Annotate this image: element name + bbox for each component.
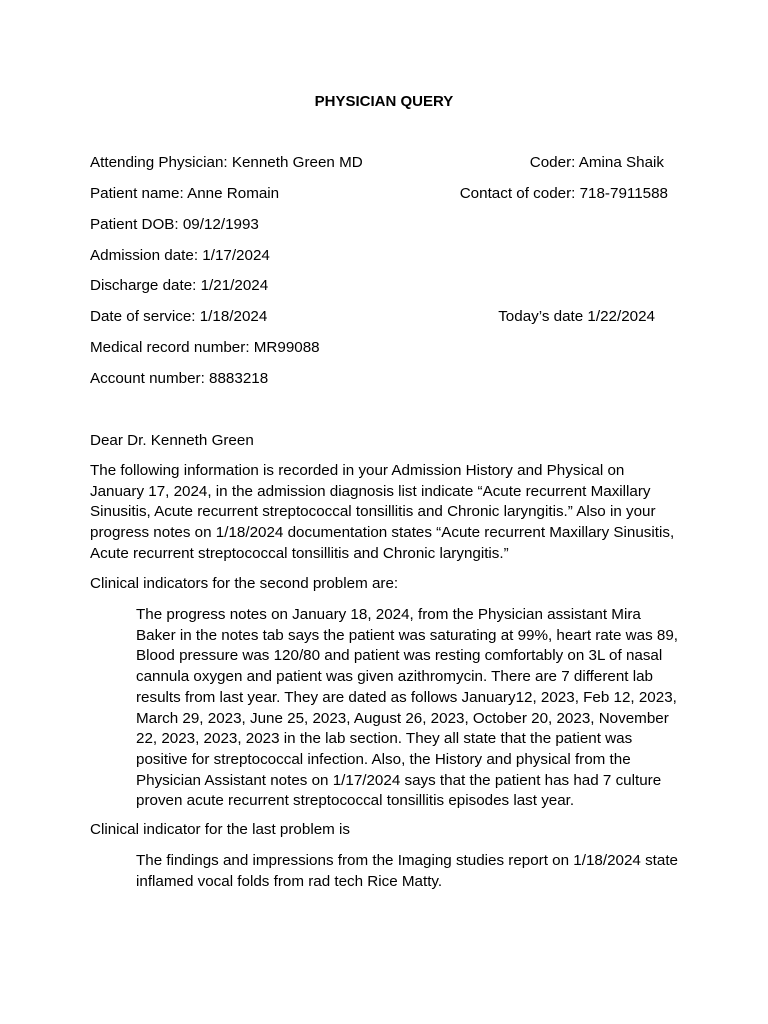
date-of-service: Date of service: 1/18/2024 <box>90 308 268 325</box>
medical-record-number: Medical record number: MR99088 <box>90 339 320 356</box>
patient-dob: Patient DOB: 09/12/1993 <box>90 216 259 233</box>
attending-physician: Attending Physician: Kenneth Green MD <box>90 154 363 171</box>
todays-date: Today’s date 1/22/2024 <box>498 308 655 325</box>
page-title: PHYSICIAN QUERY <box>314 93 454 110</box>
last-problem-detail: The findings and impressions from the Imaging studies report on 1/18/2024 state inflamed vocal folds from rad tech Rice Matty. <box>136 852 678 890</box>
admission-date: Admission date: 1/17/2024 <box>90 247 270 264</box>
second-problem-heading: Clinical indicators for the second problem are: <box>90 575 399 592</box>
coder-contact: Contact of coder: 718-7911588 <box>459 185 668 202</box>
account-number: Account number: 8883218 <box>90 370 269 387</box>
discharge-date: Discharge date: 1/21/2024 <box>90 277 269 294</box>
coder-name: Coder: Amina Shaik <box>529 154 664 171</box>
last-problem-heading: Clinical indicator for the last problem is <box>90 821 350 838</box>
second-problem-detail: The progress notes on January 18, 2024, from the Physician assistant Mira Baker in the notes tab says the patient was saturating at 99%, heart rate was 89, Blood pressure was 120/80 and patient was resting comfortably on 3L of nasal cannula oxygen and patient was given azithromycin. There are 7 different lab results from last year. They are dated as follows January12, 2023, Feb 12, 2023, March 29, 2023, June 25, 2023, August 26, 2023, October 20, 2023, November 22, 2023, 2023, 2023 in the lab section. They all state that the patient was positive for streptococcal infection. Also, the History and physical from the Physician Assistant notes on 1/17/2024 says that the patient has had 7 culture proven acute recurrent streptococcal tonsillitis episodes last year. <box>136 606 679 810</box>
patient-name: Patient name: Anne Romain <box>90 185 280 202</box>
intro-paragraph: The following information is recorded in your Admission History and Physical on January 17, 2024, in the admission diagnosis list indicate “Acute recurrent Maxillary Sinusitis, Acute recurrent streptococcal tonsillitis and Chronic laryngitis.” Also in your progress notes on 1/18/2024 documentation states “Acute recurrent Maxillary Sinusitis, Acute recurrent streptococcal tonsillitis and Chronic laryngitis.” <box>90 462 675 562</box>
salutation: Dear Dr. Kenneth Green <box>90 432 254 449</box>
